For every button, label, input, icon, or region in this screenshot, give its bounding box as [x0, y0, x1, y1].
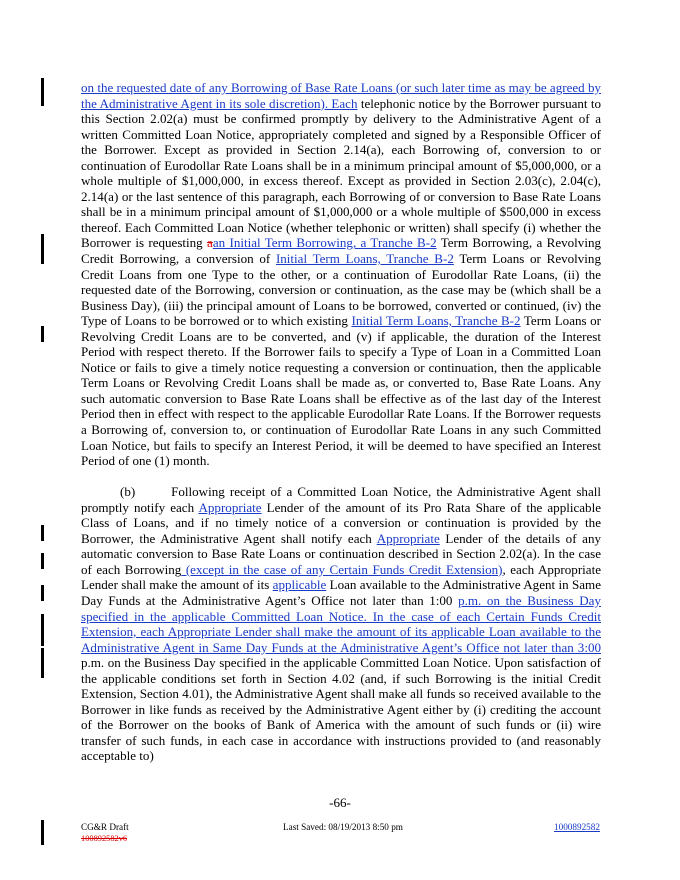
- footer-draft-label: CG&R Draft: [81, 822, 129, 832]
- paragraph-b-funding: [81, 484, 601, 764]
- change-bar: [41, 648, 44, 678]
- inserted-text: Initial Term Loans, Tranche B-2: [351, 313, 521, 329]
- body-text: Term Borrowing, a Revolving Credit Borrowing, a conversion of: [81, 235, 601, 267]
- body-text: telephonic notice by the Borrower pursuant to this Section 2.02(a) must be confirmed promptly by delivery to the Administrative Agent of a written Committed Loan Notice, appropriately completed and signed by a Responsible Officer of the Borrower. Except as provided in Section 2.14(a), each Borrowing of, conversion to or continuation of Eurodollar Rate Loans shall be in a minimum principal amount of $5,000,000, or a whole multiple of $1,000,000, in excess thereof. Except as provided in Section 2.03(c), 2.04(c), 2.14(a) or the last sentence of this paragraph, each Borrowing of or conversion to Base Rate Loans shall be in a minimum principal amount of $1,000,000 or a whole multiple of $500,000 in excess thereof. Each Committed Loan Notice (whether telephonic or written) shall specify (i) whether the Borrower is requesting: [81, 95, 601, 251]
- footer-last-saved: Last Saved: 08/19/2013 8:50 pm: [283, 822, 403, 832]
- inserted-text: Appropriate: [376, 530, 440, 546]
- inserted-text: on the requested date of any Borrowing of Base Rate Loans (or such later time as may be agreed by the Administrative Agent in its sole discretion). Each: [81, 80, 601, 111]
- footer-deleted-docid: 100892582v6: [81, 834, 128, 843]
- page-number: -66-: [329, 795, 351, 810]
- document-body: [81, 80, 601, 764]
- inserted-text: Appropriate: [198, 499, 262, 515]
- change-bar: [41, 820, 44, 845]
- body-text: , each Appropriate Lender shall make the amount of its: [81, 561, 601, 593]
- change-bar: [41, 614, 44, 646]
- change-bar: [41, 326, 44, 342]
- change-bar: [41, 553, 44, 569]
- body-text: (b) Following receipt of a Committed Loan Notice, the Administrative Agent shall promptly notify each: [81, 484, 601, 515]
- inserted-text: an Initial Term Borrowing, a Tranche B-2: [212, 235, 437, 251]
- change-bar: [41, 585, 44, 601]
- body-text: Term Loans or Revolving Credit Loans from one Type to the other, or a continuation of Eurodollar Rate Loans, (ii) the requested date of the Borrowing, conversion or continuation, as the case may be (which shall be a Business Day), (iii) the principal amount of Loans to be borrowed, converted or continued, (iv) the Type of Loans to be borrowed or to which existing: [81, 251, 601, 329]
- change-bar: [41, 525, 44, 541]
- change-bar: [41, 234, 44, 264]
- inserted-text: applicable: [272, 577, 327, 593]
- inserted-text: (except in the case of any Certain Funds Credit Extension): [181, 561, 503, 577]
- change-bar: [41, 78, 44, 106]
- body-text: Loan available to the Administrative Agent in Same Day Funds at the Administrative Agent’s Office not later than 1:00: [81, 577, 601, 608]
- body-text: p.m. on the Business Day specified in the applicable Committed Loan Notice. Upon satisfaction of the applicable conditions set forth in Section 4.02 (and, if such Borrowing is the initial Credit Extension, Section 4.01), the Administrative Agent shall make all funds so received available to the Borrower in like funds as received by the Administrative Agent either by (i) crediting the account of the Borrower on the books of Bank of America with the amount of such funds or (ii) wire transfer of such funds, in each case in accordance with instructions provided to (and reasonably acceptable to): [81, 655, 601, 764]
- inserted-text: Initial Term Loans, Tranche B-2: [275, 251, 454, 267]
- inserted-text: p.m. on the Business Day specified in the applicable Committed Loan Notice. In the case of each Certain Funds Credit Extension, each Appropriate Lender shall make the amount of its applicable Loan available to the Administrative Agent in Same Day Funds at the Administrative Agent’s Office not later than 3:00: [81, 593, 601, 655]
- footer-left: [81, 822, 129, 844]
- body-text: Term Loans or Revolving Credit Loans are to be converted, and (v) if applicable, the duration of the Interest Period with respect thereto. If the Borrower fails to specify a Type of Loan in a Committed Loan Notice or fails to give a timely notice requesting a conversion or continuation, then the applicable Term Loans or Revolving Credit Loans shall be made as, or converted to, Base Rate Loans. Any such automatic conversion to Base Rate Loans shall be effective as of the last day of the Interest Period then in effect with respect to the applicable Eurodollar Rate Loans. If the Borrower requests a Borrowing of, conversion to, or continuation of Eurodollar Rate Loans in any such Committed Loan Notice, but fails to specify an Interest Period, it will be deemed to have specified an Interest Period of one (1) month.: [81, 313, 601, 469]
- body-text: Lender of the amount of its Pro Rata Share of the applicable Class of Loans, and if no timely notice of a conversion or continuation is provided by the Borrower, the Administrative Agent shall notify each: [81, 499, 601, 546]
- paragraph-committed-loan-notice: [81, 80, 601, 469]
- footer-docid: 1000892582: [554, 822, 600, 832]
- body-text: Lender of the details of any automatic conversion to Base Rate Loans or continuation described in Section 2.02(a). In the case of each Borrowing: [81, 530, 601, 577]
- deleted-text: a: [207, 235, 213, 251]
